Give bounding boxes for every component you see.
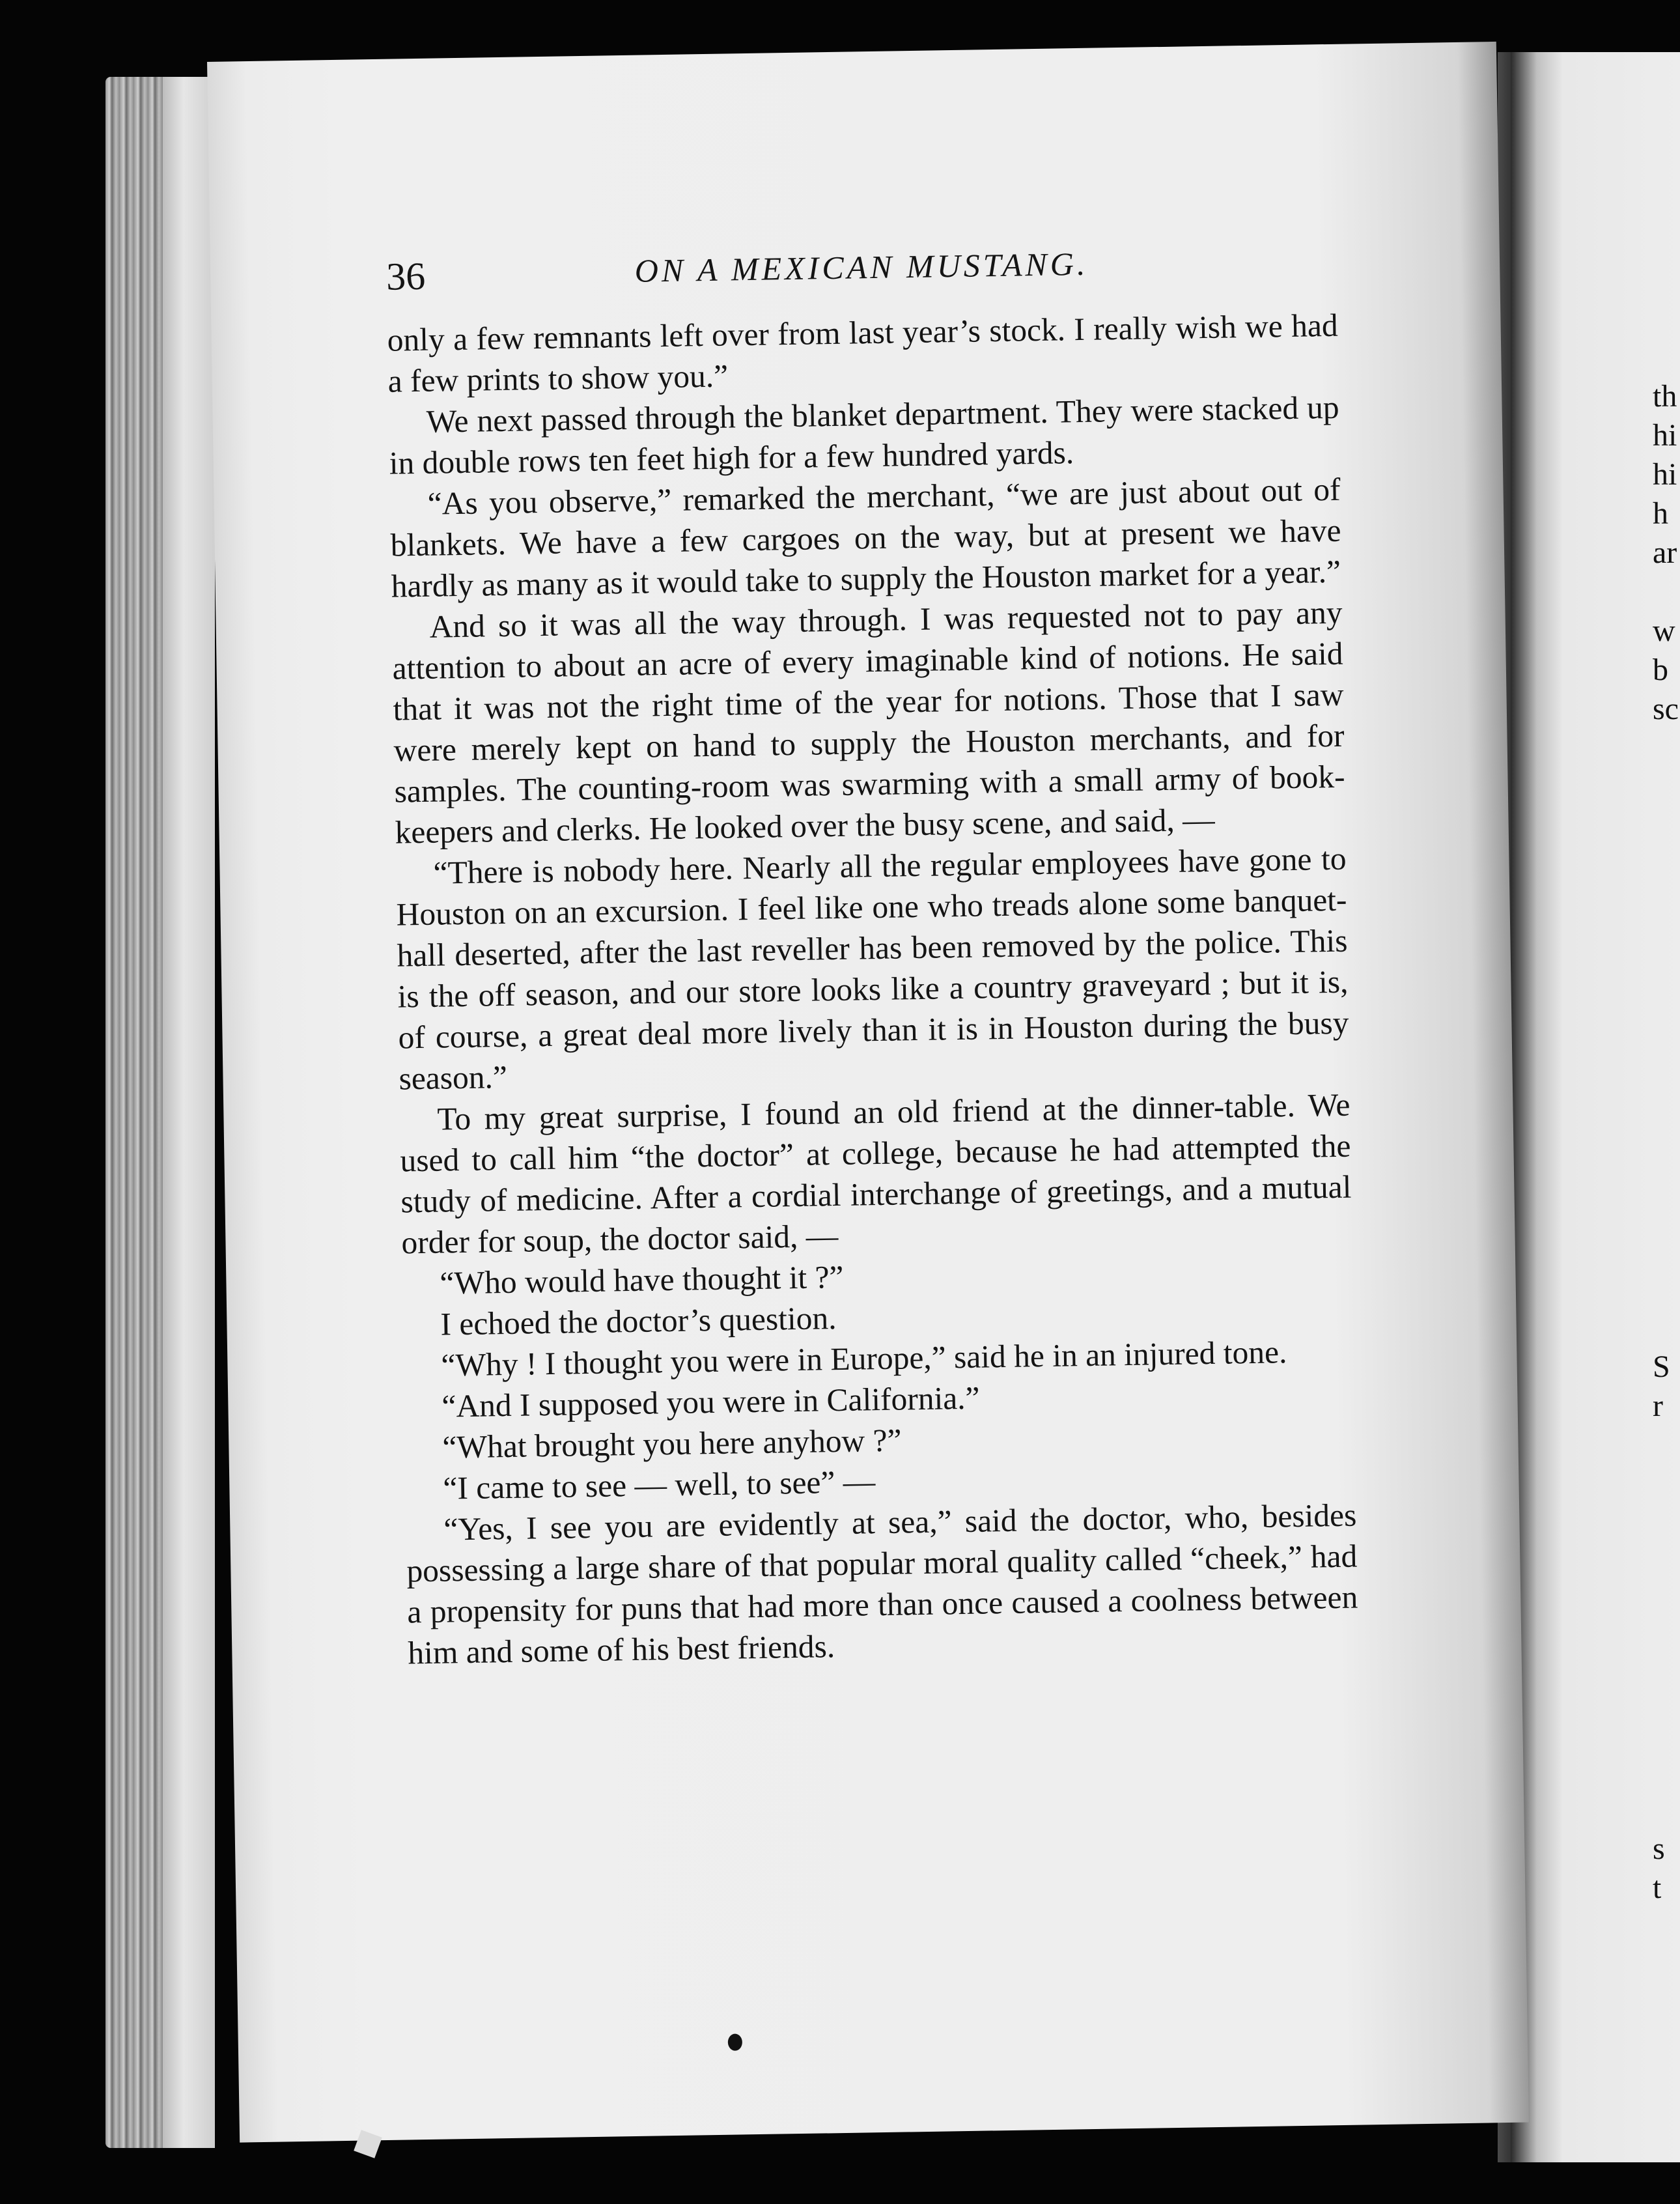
paragraph: “I came to see — well, to see” — bbox=[443, 1463, 876, 1506]
page-stack-edges-inner bbox=[163, 77, 215, 2148]
facing-page-fragment: w bbox=[1653, 614, 1675, 648]
ink-speck bbox=[728, 2033, 742, 2050]
running-head: ON A MEXICAN MUSTANG. bbox=[634, 245, 1089, 289]
paragraph: “Yes, I see you are evidently at sea,” said the doctor, who, besides possessing a large share of that popular moral quality called “cheek,” had a propensity for puns that had more than once caused a coolness between him and some of his best friends. bbox=[406, 1497, 1358, 1671]
paragraph: “There is nobody here. Nearly all the regular employees have gone to Houston on an excursion. I feel like one who treads alone some banquet-hall deserted, after the last reveller has been removed by the police. This is the off season, and our store looks like a country graveyard ; but it is, of course, a great deal more lively than it is in Houston during the busy season.” bbox=[396, 840, 1349, 1097]
paragraph: “And I supposed you were in California.” bbox=[441, 1379, 980, 1424]
facing-page-fragment: hi bbox=[1653, 457, 1677, 492]
page-header bbox=[386, 240, 1337, 300]
facing-page-fragment: b bbox=[1653, 653, 1668, 687]
paragraph: “Who would have thought it ?” bbox=[440, 1258, 844, 1301]
facing-page-fragment: h bbox=[1653, 496, 1668, 531]
paragraph: “As you observe,” remarked the merchant, “we are just about out of blankets. We have a few cargoes on the way, but at present we have hardly as many as it would take to supply the Houston market for a year.” bbox=[390, 471, 1341, 604]
paragraph: “Why ! I thought you were in Europe,” said he in an injured tone. bbox=[441, 1334, 1287, 1383]
page-number: 36 bbox=[385, 254, 426, 298]
book-page bbox=[207, 42, 1529, 2143]
facing-page-fragment: ar bbox=[1653, 535, 1677, 570]
paragraph: And so it was all the way through. I was requested not to pay any attention to about an acre of every imaginable kind of notions. He said that it was not the right time of the year for notions. Those that I saw were merely kept on hand to supply the Houston merchants, and for samples. The counting-room was swarming with a small army of book-keepers and clerks. He looked over the busy scene, and said, — bbox=[392, 594, 1345, 851]
facing-page-fragment: s bbox=[1653, 1831, 1665, 1866]
facing-page-fragment: r bbox=[1653, 1389, 1663, 1423]
paragraph: I echoed the doctor’s question. bbox=[440, 1300, 837, 1342]
paragraph: To my great surprise, I found an old friend at the dinner-table. We used to call him “the doctor” at college, because he had attempted the study of medicine. After a cordial interchange of greetings, and a mutual order for soup, the doctor said, — bbox=[400, 1086, 1352, 1261]
facing-page-fragment: th bbox=[1653, 379, 1677, 414]
paragraph: “What brought you here anyhow ?” bbox=[442, 1422, 902, 1465]
body-text bbox=[387, 305, 1358, 1674]
facing-page-fragment: t bbox=[1653, 1871, 1662, 1905]
paragraph: only a few remnants left over from last year’s stock. I really wish we had a few prints to show you.” bbox=[387, 307, 1338, 399]
paragraph: We next passed through the blanket department. They were stacked up in double rows ten feet high for a few hundred yards. bbox=[389, 389, 1339, 481]
facing-page-fragment: sc bbox=[1653, 692, 1679, 726]
facing-page-fragment: hi bbox=[1653, 418, 1677, 453]
facing-page bbox=[1511, 52, 1680, 2162]
facing-page-fragment: S bbox=[1653, 1349, 1670, 1384]
